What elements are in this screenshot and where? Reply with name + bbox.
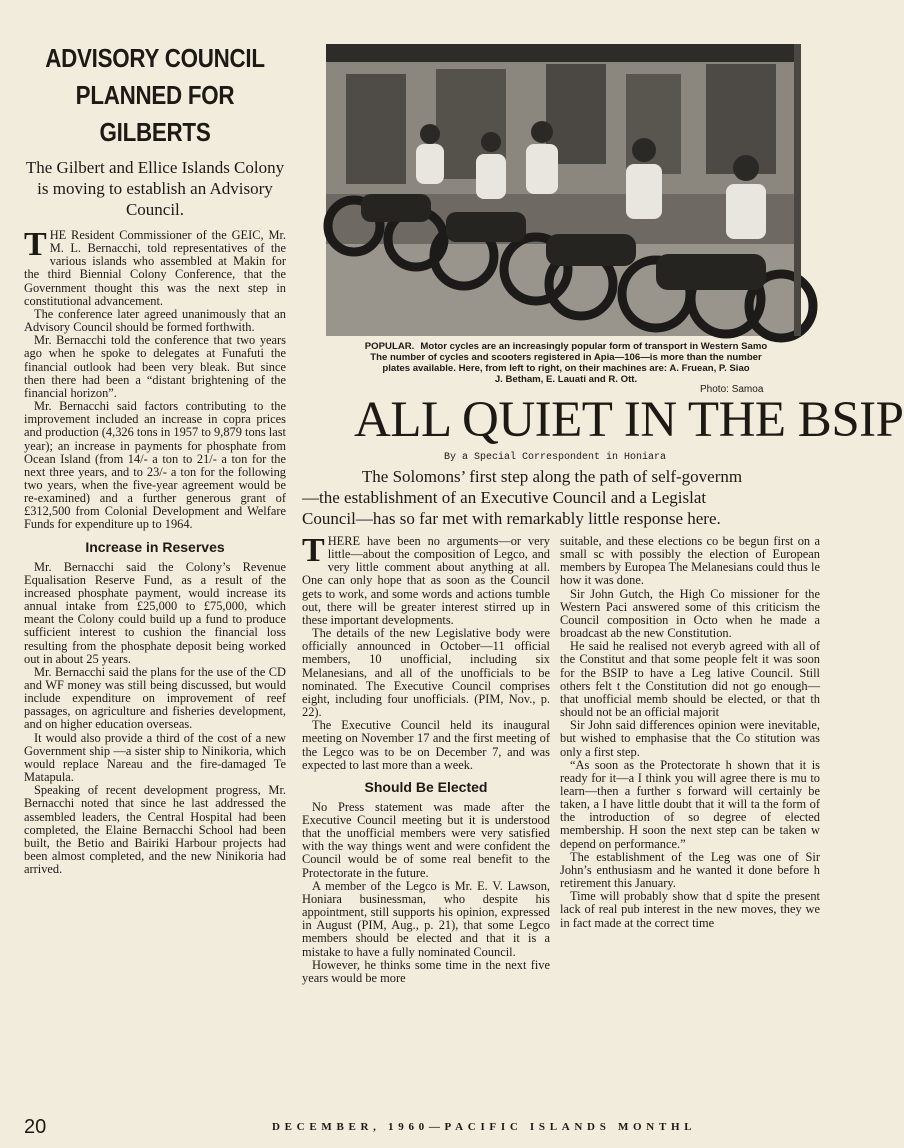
paragraph: The conference later agreed unanimously that an Advisory Council should be formed forthwith.	[24, 306, 286, 335]
section-subhead: Increase in Reserves	[85, 538, 225, 555]
paragraph: Mr. Bernacchi said factors contributing to the improvement included an increase in copra prices and production (4,326 tons in 1957 to 9,879 tons last year); an increase in payments for phosphate from Ocean Island (from 14/- a ton to 21/- a ton for the next three years, and to 23/- a ton for the following two years, when the five-year agreement would be re-examined) and a further generous grant of £312,500 from Colonial Development and Welfare Funds for expenditure up to 1964.	[24, 399, 286, 532]
paragraph: It would also provide a third of the cost of a new Government ship —a sister ship to Ninikoria, which would replace Nareau and the fire-damaged Te Matapula.	[24, 730, 286, 785]
paragraph: A member of the Legco is Mr. E. V. Lawson, Honiara businessman, who despite his appointment, still supports his opinion, expressed in August (PIM, Aug., p. 21), that some Legco members should be elected and that it is a mistake to have a fully nominated Council.	[302, 878, 550, 959]
paragraph: He said he realised not everyb agreed with all of the Constitut and that some people felt it was soon for the BSIP to have a Leg lative Council. Still others felt t the Constitution did not go enough—that unofficial memb should be elected, or that th should not be an official majorit	[560, 639, 820, 720]
paragraph: suitable, and these elections co be begun first on a small sc with possibly the election of European members by Europea The Melanesians could thus le how it was done.	[560, 534, 820, 588]
paragraph: Mr. Bernacchi said the plans for the use of the CD and WF money was still being discussed, but would include expenditure on improvement of reef passages, on agriculture and fisheries development, and on higher education overseas.	[24, 664, 286, 732]
paragraph: However, he thinks some time in the next five years would be more	[302, 957, 550, 985]
paragraph: Mr. Bernacchi told the conference that two years ago when he spoke to delegates at Funafuti the financial outlook had been very bleak. But since then there had been a “distant brightening of the financial horizon”.	[24, 333, 286, 400]
paragraph: The details of the new Legislative body were officially announced in October—11 official members, 10 unofficial, including six Melanesians, and all of the unofficials to be nominated. The Executive Council comprises eight, including four unofficials. (PIM, Nov., p. 22).	[302, 626, 550, 720]
paragraph: Speaking of recent development progress, Mr. Bernacchi noted that since he last addressed the assembled leaders, the Central Hospital had been completed, the Elaine Bernacchi School had been built, the Betio and Bairiki Harbour projects had been almost completed, and the new Ninikoria had arrived.	[24, 783, 286, 877]
standfirst-line: Council—has so far met with remarkably little response here.	[302, 509, 721, 528]
photo-illustration	[326, 44, 801, 336]
section-subhead: Should Be Elected	[364, 778, 488, 795]
paragraph: The establishment of the Leg was one of Sir John’s enthusiasm and he wanted it done before h retirement this January.	[560, 849, 820, 891]
advisory-council-article	[24, 40, 286, 876]
paragraph: No Press statement was made after the Executive Council meeting but it is understood that the unofficial members were very satisfied with the way things went and were confident the Council would be of some real benefit to the Protectorate in the future.	[302, 799, 550, 880]
caption-line: J. Betham, E. Lauati and R. Ott.	[494, 374, 638, 385]
headline-line: GILBERTS	[99, 117, 211, 147]
drop-cap: T	[302, 532, 325, 569]
drop-cap: T	[24, 226, 47, 263]
caption-line: POPULAR. Motor cycles are an increasingly popular form of transport in Western Samo	[364, 341, 768, 352]
article-headline	[42, 40, 267, 151]
caption-label: POPULAR.	[364, 341, 415, 352]
photo-credit: Photo: Samoa	[700, 384, 764, 395]
paragraph: THE Resident Commissioner of the GEIC, Mr. M. L. Bernacchi, told representatives of the various islands who assembled at Makin for the third Biennial Colony Conference, that the Government thought this was the next step in constitutional advancement.	[24, 226, 286, 308]
paragraph: THERE have been no arguments—or very little—about the composition of Legco, and very little comment about anything at all. One can only hope that as soon as the Council gets to work, and some words and actions tumble out, there will be greater interest stirred up in these important developments.	[302, 532, 550, 627]
folio-line: DECEMBER, 1960—PACIFIC ISLANDS MONTHL	[272, 1121, 697, 1133]
bsip-headline: ALL QUIET IN THE BSIP	[354, 392, 904, 448]
caption-line: plates available. Here, from left to right, on their machines are: A. Fruean, P. Siao	[382, 363, 750, 374]
paragraph: Time will probably show that d spite the present lack of real pub interest in the new moves, they we in fact made at the correct time	[560, 889, 820, 930]
paragraph: “As soon as the Protectorate h shown that it is ready for it—a I think you will agree there is mu to learn—then a further s forward will certainly be taken, a I have little doubt that it will ta the form of the introduction of so degree of elected membership. H soon the next step can be taken w depend on performance.”	[560, 757, 820, 851]
bsip-column-2	[560, 535, 820, 930]
article-standfirst: The Gilbert and Ellice Islands Colony is moving to establish an Advisory Council.	[25, 158, 285, 219]
caption-line: The number of cycles and scooters registered in Apia—106—is more than the number	[370, 352, 762, 363]
byline: By a Special Correspondent in Honiara	[444, 452, 667, 463]
page-footer	[0, 1112, 801, 1142]
page-number: 20	[24, 1116, 47, 1138]
photo-caption	[326, 341, 806, 385]
bsip-column-1	[302, 532, 550, 985]
paragraph: Sir John said differences opinion were inevitable, but wished to emphasise that the Co stitution was only a first step.	[560, 718, 820, 759]
motorcycles-photo	[326, 44, 801, 336]
headline-line: ADVISORY COUNCIL	[45, 43, 265, 73]
bsip-standfirst	[302, 466, 822, 529]
standfirst-line: The Solomons’ first step along the path of self-governm	[361, 467, 743, 486]
paragraph: Sir John Gutch, the High Co missioner for the Western Paci answered some of this criticism the Council composition in Octo when he made a broadcast ab the new Constitution.	[560, 586, 820, 641]
article-body	[24, 226, 286, 877]
standfirst-line: —the establishment of an Executive Council and a Legislat	[302, 488, 707, 507]
headline-line: PLANNED FOR	[75, 80, 235, 110]
paragraph: The Executive Council held its inaugural meeting on November 17 and the first meeting of the Legco was to be on December 7, and was expected to last more than a week.	[302, 718, 550, 772]
paragraph: Mr. Bernacchi said the Colony’s Revenue Equalisation Reserve Fund, as a result of the increased phosphate payment, would increase its annual intake from £25,000 to £75,000, which meant the Colony could build up a fund to produce sufficient interest to cushion the financial loss resulting from the phosphate deposit being worked out in about 25 years.	[24, 559, 286, 666]
